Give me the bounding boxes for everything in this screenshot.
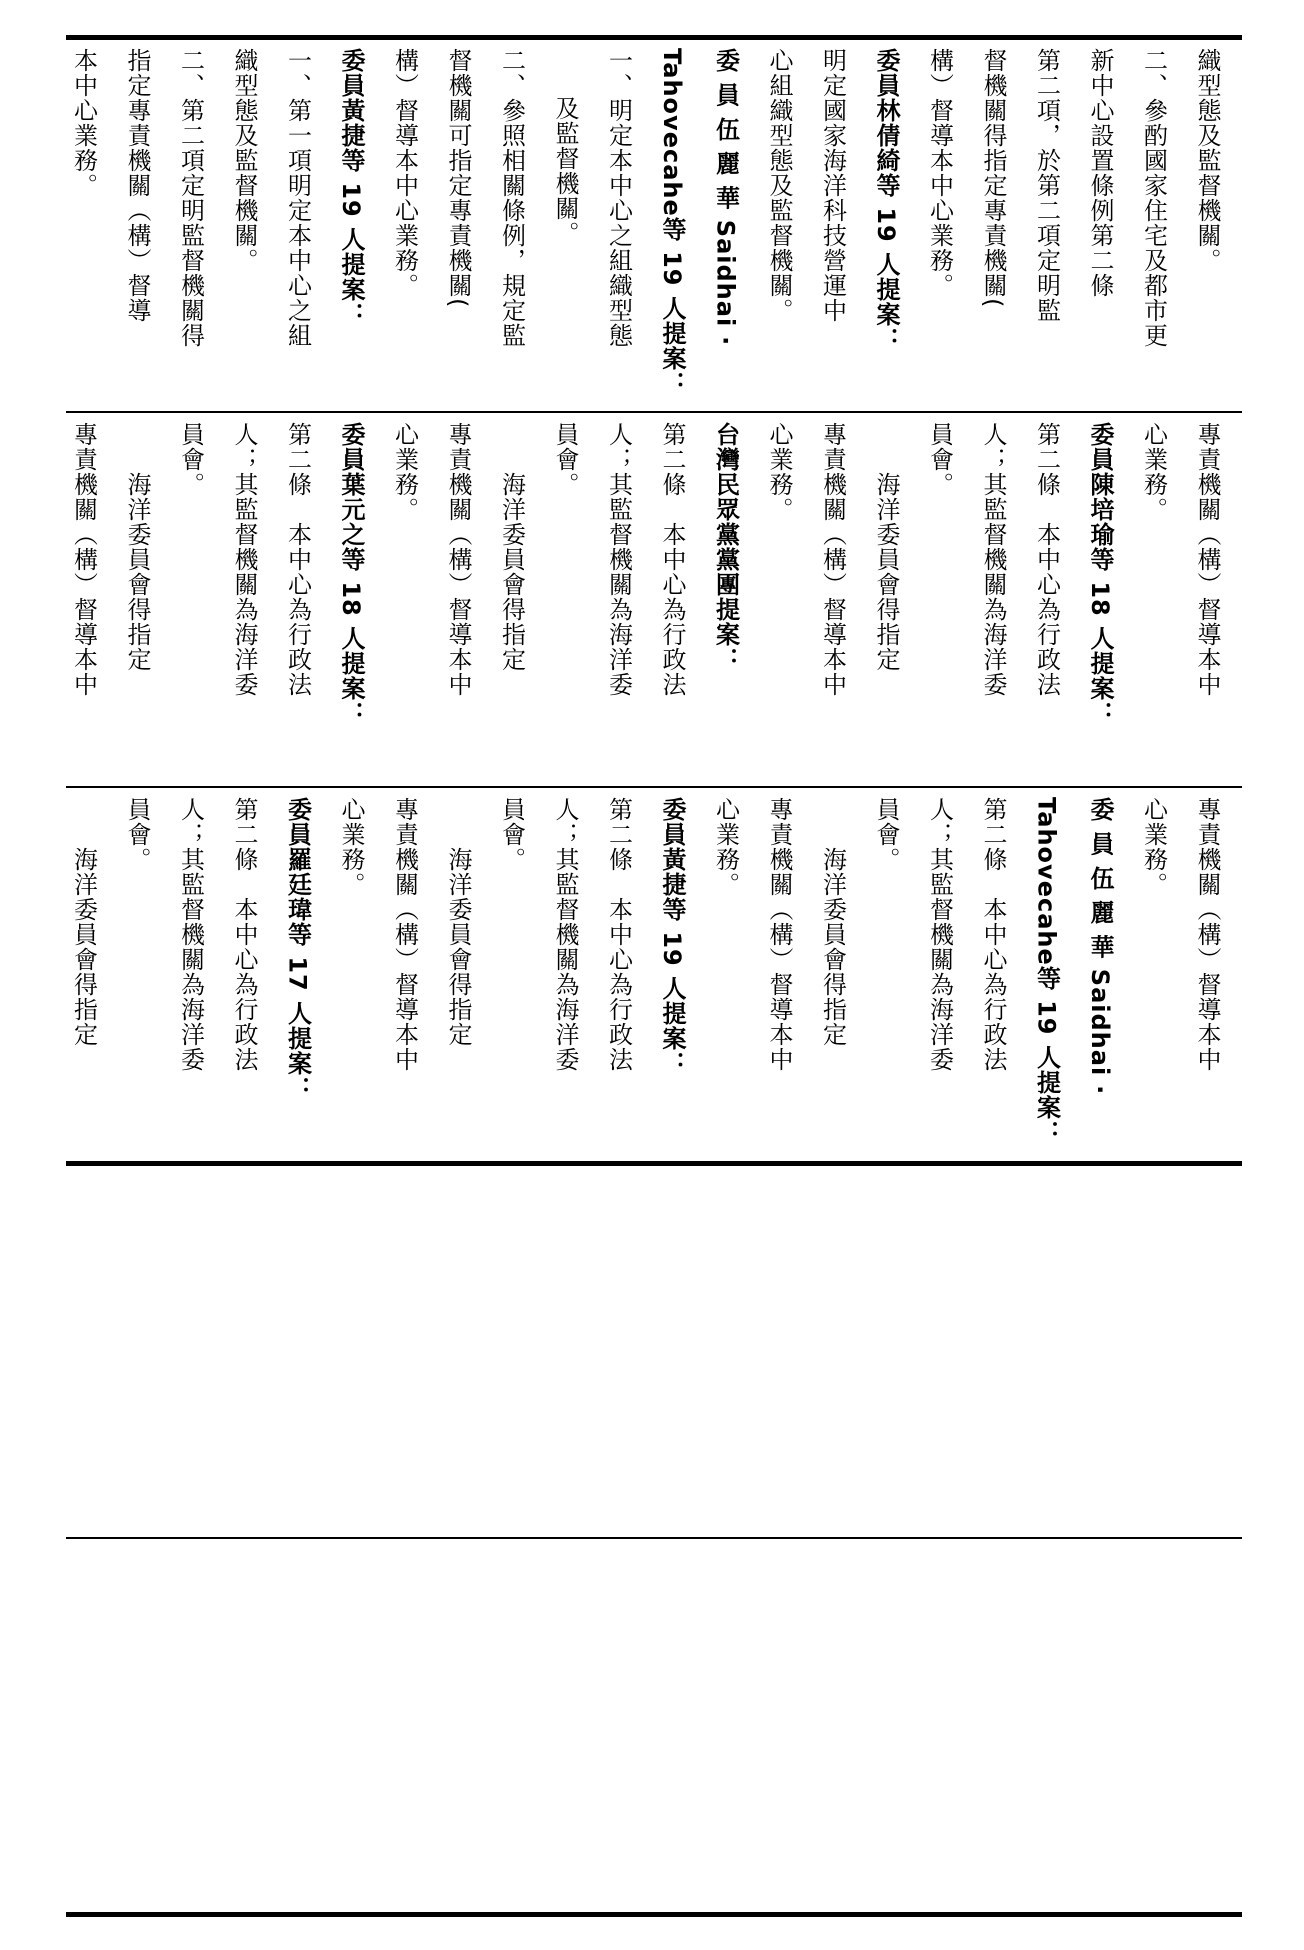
row-divider-4 <box>66 1537 1242 1539</box>
text-line: 海洋委員會得指定 <box>818 797 847 1047</box>
text-line: 督機關可指定專責機關( <box>444 48 472 309</box>
text-line: 海洋委員會得指定 <box>69 797 98 1047</box>
text-line: 第二條 本中心為行政法 <box>604 797 633 1072</box>
proposal-heading: 委員羅廷瑋等 17 人提案： <box>283 797 312 1102</box>
proposal-heading: 委員林倩綺等 19 人提案： <box>872 48 900 353</box>
cell-3 <box>66 797 1242 1157</box>
proposal-heading: Tahovecahe等 19 人提案： <box>658 48 686 396</box>
proposal-heading: 委 員 伍 麗 華 Saidhai ‧ <box>1086 797 1114 1095</box>
text-line: 海洋委員會得指定 <box>444 797 472 1047</box>
top-rule <box>66 35 1242 40</box>
text-line: 員會。 <box>176 422 205 497</box>
proposal-heading: 委員陳培瑜等 18 人提案： <box>1086 422 1114 727</box>
text-line: 人；其監督機關為海洋委 <box>979 422 1007 697</box>
text-line: 本中心業務。 <box>69 48 98 198</box>
proposal-heading: 委員葉元之等 18 人提案： <box>337 422 365 727</box>
text-line: 員會。 <box>925 422 954 497</box>
cell-4 <box>66 1172 1242 1532</box>
proposal-heading: 委員黃捷等 19 人提案： <box>337 48 365 328</box>
proposal-heading: 委 員 伍 麗 華 Saidhai ‧ <box>711 48 740 346</box>
row-divider-3 <box>66 1161 1242 1166</box>
text-line: 構）督導本中心業務。 <box>925 48 954 298</box>
text-line: 心業務。 <box>711 797 740 897</box>
text-line: 第二條 本中心為行政法 <box>283 422 312 697</box>
text-line: 第二項，於第二項定明監 <box>1032 48 1061 323</box>
cell-1 <box>66 48 1242 408</box>
text-line: 專責機關（構）督導本中 <box>390 797 419 1072</box>
text-line: 第二條 本中心為行政法 <box>979 797 1007 1072</box>
text-line: 專責機關（構）督導本中 <box>444 422 472 697</box>
text-line: 一、明定本中心之組織型態 <box>604 48 633 348</box>
row-divider-1 <box>66 411 1242 413</box>
text-line: 及監督機關。 <box>551 96 579 246</box>
text-line: 人；其監督機關為海洋委 <box>230 422 258 697</box>
text-line: 專責機關（構）督導本中 <box>765 797 793 1072</box>
text-line: 新中心設置條例第二條 <box>1086 48 1114 298</box>
text-line: 專責機關（構）督導本中 <box>69 422 98 697</box>
text-line: 人；其監督機關為海洋委 <box>604 422 633 697</box>
text-line: 第二條 本中心為行政法 <box>230 797 258 1072</box>
text-line: 員會。 <box>551 422 579 497</box>
proposal-heading: 委員黃捷等 19 人提案： <box>658 797 686 1077</box>
proposal-heading: Tahovecahe等 19 人提案： <box>1032 797 1061 1145</box>
cell-2 <box>66 422 1242 782</box>
text-line: 一、第一項明定本中心之組 <box>283 48 312 348</box>
text-line: 員會。 <box>872 797 900 872</box>
text-line: 心業務。 <box>765 422 793 522</box>
text-line: 心業務。 <box>390 422 419 522</box>
text-line: 專責機關（構）督導本中 <box>1193 797 1221 1072</box>
text-line: 心組織型態及監督機關。 <box>765 48 793 323</box>
text-line: 專責機關（構）督導本中 <box>818 422 847 697</box>
text-line: 指定專責機關（構）督導 <box>123 48 151 323</box>
text-line: 督機關得指定專責機關( <box>979 48 1007 309</box>
text-line: 員會。 <box>123 797 151 872</box>
text-line: 二、第二項定明監督機關得 <box>176 48 205 348</box>
text-line: 人；其監督機關為海洋委 <box>925 797 954 1072</box>
bottom-rule <box>66 1912 1242 1917</box>
text-line: 心業務。 <box>1139 797 1168 897</box>
text-line: 二、參照相關條例，規定監 <box>497 48 526 348</box>
text-line: 人；其監督機關為海洋委 <box>176 797 205 1072</box>
text-line: 構）督導本中心業務。 <box>390 48 419 298</box>
text-line: 海洋委員會得指定 <box>872 422 900 672</box>
text-line: 織型態及監督機關。 <box>1193 48 1221 273</box>
text-line: 員會。 <box>497 797 526 872</box>
proposal-heading: 台灣民眾黨黨團提案： <box>711 422 740 672</box>
text-line: 第二條 本中心為行政法 <box>1032 422 1061 697</box>
text-line: 人；其監督機關為海洋委 <box>551 797 579 1072</box>
text-line: 心業務。 <box>1139 422 1168 522</box>
text-line: 明定國家海洋科技營運中 <box>818 48 847 323</box>
text-line: 海洋委員會得指定 <box>497 422 526 672</box>
text-line: 海洋委員會得指定 <box>123 422 151 672</box>
text-line: 心業務。 <box>337 797 365 897</box>
cell-5 <box>66 1548 1242 1908</box>
text-line: 二、參酌國家住宅及都市更 <box>1139 48 1168 348</box>
text-line: 織型態及監督機關。 <box>230 48 258 273</box>
text-line: 專責機關（構）督導本中 <box>1193 422 1221 697</box>
text-line: 第二條 本中心為行政法 <box>658 422 686 697</box>
row-divider-2 <box>66 786 1242 788</box>
